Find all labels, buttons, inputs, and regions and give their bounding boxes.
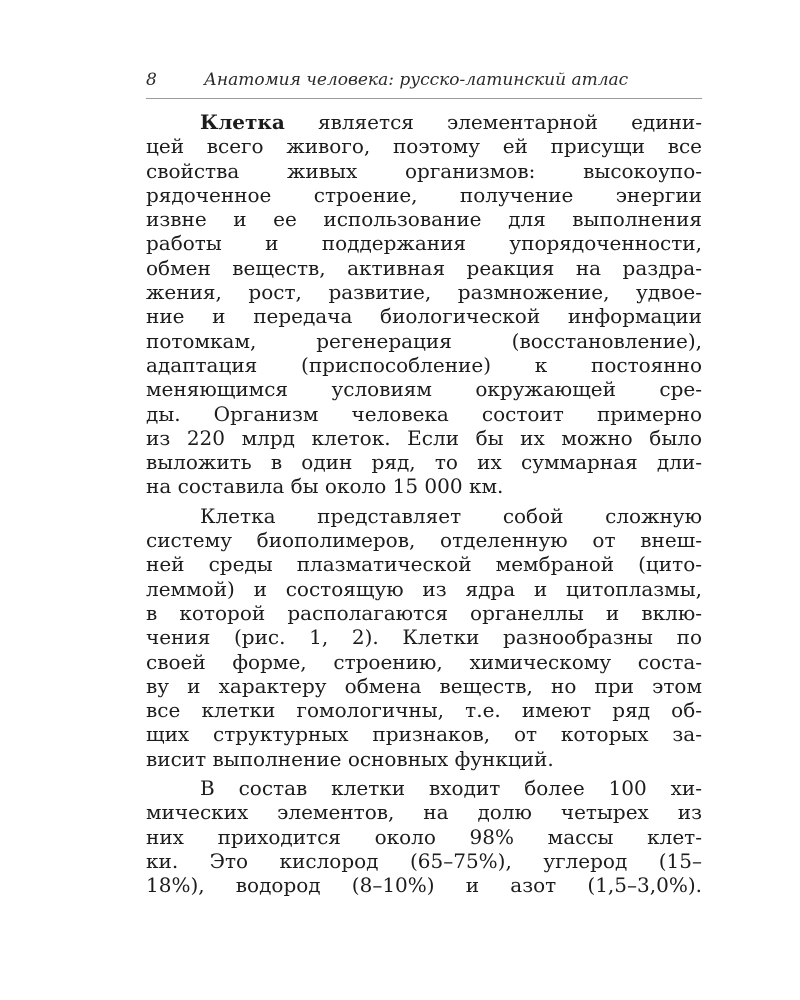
text-line: извне и ее использование для выполнения [146, 207, 702, 232]
text-line: В состав клетки входит более 100 хи- [200, 776, 702, 801]
text-line: систему биополимеров, отделенную от внеш- [146, 528, 702, 553]
text-line: ние и передача биологической информации [146, 304, 702, 329]
text-line: Клетка является элементарной едини- [200, 110, 702, 134]
text-line: висит выполнение основных функций. [146, 746, 554, 771]
text-line: цей всего живого, поэтому ей присущи все [146, 134, 702, 159]
text-line: свойства живых организмов: высокоупо- [146, 158, 702, 183]
header-rule [146, 98, 702, 99]
text-line: мических элементов, на долю четырех из [146, 800, 702, 825]
text-line: меняющимся условиям окружающей сре- [146, 377, 702, 402]
text-line: ву и характеру обмена веществ, но при этом [146, 673, 702, 698]
text-line: работы и поддержания упорядоченности, [146, 231, 702, 256]
text-line: потомкам, регенерация (восстановление), [146, 328, 702, 353]
text-line: 18%), водород (8–10%) и азот (1,5–3,0%). [146, 873, 702, 898]
paragraph-1 [146, 110, 702, 499]
term-lead: Клетка [200, 110, 285, 134]
text-line: своей форме, строению, химическому соста- [146, 649, 702, 674]
paragraph-3 [146, 776, 702, 897]
paragraph-2 [146, 504, 702, 771]
text-line: выложить в один ряд, то их суммарная дли- [146, 450, 702, 475]
text-line: обмен веществ, активная реакция на раздра- [146, 255, 702, 280]
text-line: ды. Организм человека состоит примерно [146, 401, 702, 426]
body-text [146, 110, 702, 898]
text-line: чения (рис. 1, 2). Клетки разнообразны по [146, 625, 702, 650]
text-line: в которой располагаются органеллы и вклю- [146, 600, 702, 625]
text-line: щих структурных признаков, от которых за- [146, 722, 702, 747]
running-header [146, 70, 702, 96]
text-line: леммой) и состоящую из ядра и цитоплазмы, [146, 576, 702, 601]
text-line: Клетка представляет собой сложную [200, 503, 702, 528]
text-line: все клетки гомологичны, т.е. имеют ряд об- [146, 698, 702, 723]
running-title: Анатомия человека: русско-латинский атлас [204, 70, 629, 90]
text-line: ней среды плазматической мембраной (цито- [146, 552, 702, 577]
text-line: из 220 млрд клеток. Если бы их можно было [146, 425, 702, 450]
text-line: адаптация (приспособление) к постоянно [146, 352, 702, 377]
text-line: них приходится около 98% массы клет- [146, 824, 702, 849]
text-line: на составила бы около 15 000 км. [146, 474, 504, 499]
text-line: рядоченное строение, получение энергии [146, 182, 702, 207]
text-line: жения, рост, развитие, размножение, удвое- [146, 280, 702, 305]
page-number: 8 [146, 70, 157, 90]
text-line: ки. Это кислород (65–75%), углерод (15– [146, 848, 702, 873]
